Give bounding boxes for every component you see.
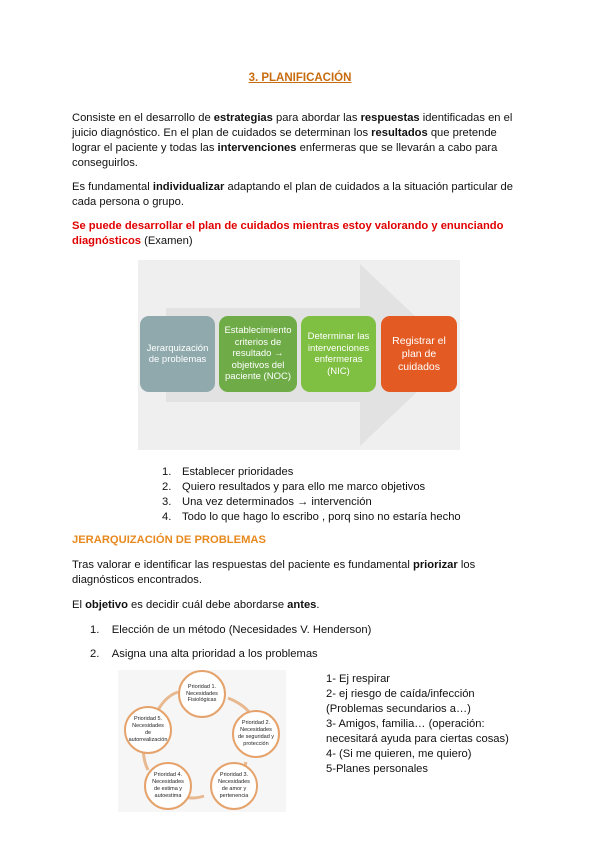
exam-note-paragraph	[72, 219, 528, 249]
process-diagram	[138, 260, 460, 450]
item-text: Quiero resultados y para ello me marco objetivos	[182, 481, 426, 493]
step-box-register: Registrar el plan de cuidados	[381, 316, 457, 392]
section-heading: JERARQUIZACIÓN DE PROBLEMAS	[72, 534, 266, 546]
text: para abordar las	[272, 112, 361, 124]
cycle-node-4: Prioridad 4. Necesidades de estima y autoestima	[144, 762, 192, 810]
bold-term: antes	[287, 599, 317, 611]
objective-paragraph	[72, 598, 528, 613]
priority-notes	[326, 672, 556, 777]
bold-term: priorizar	[412, 559, 458, 571]
priority-cycle-diagram	[118, 670, 286, 812]
note-line: 5-Planes personales	[326, 763, 428, 775]
note-line: necesitará ayuda para ciertas cosas)	[326, 733, 509, 745]
bold-term: objetivo	[85, 599, 128, 611]
item-text: Asigna una alta prioridad a los problemas	[111, 648, 318, 660]
text: que pretende lograr el paciente y todas las	[72, 127, 497, 154]
cycle-node-2: Prioridad 2. Necesidades de seguridad y protección	[232, 710, 280, 758]
bold-term: respuestas	[360, 112, 420, 124]
text: adaptando el plan de cuidados a la situación particular de cada persona o grupo.	[72, 181, 513, 208]
item-number: 2.	[90, 648, 100, 660]
note-line: 3- Amigos, familia… (operación:	[326, 718, 485, 730]
cycle-node-5: Prioridad 5. Necesidades de autorrealización	[124, 706, 172, 754]
bold-term: estrategias	[213, 112, 273, 124]
item-number: 1.	[90, 624, 100, 636]
steps-list	[162, 465, 492, 525]
bold-term: intervenciones	[217, 142, 297, 154]
note-line: 2- ej riesgo de caída/infección	[326, 688, 475, 700]
individualize-paragraph	[72, 180, 528, 210]
intro-paragraph	[72, 111, 528, 171]
text: .	[316, 599, 320, 611]
method-item	[90, 623, 510, 638]
text: El	[72, 599, 86, 611]
text: Tras valorar e identificar las respuestas del paciente es fundamental	[72, 559, 413, 571]
bold-term: resultados	[371, 127, 428, 139]
cycle-node-3: Prioridad 3. Necesidades de amor y pertenencia	[210, 762, 258, 810]
text: es decidir cuál debe abordarse	[127, 599, 288, 611]
list-item	[162, 510, 492, 525]
page-title: 3. PLANIFICACIÓN	[248, 72, 352, 84]
list-item	[162, 495, 492, 510]
priority-item	[90, 647, 510, 662]
step-box-prioritize: Jerarquización de problemas	[140, 316, 215, 392]
item-text: Establecer prioridades	[182, 466, 294, 478]
cycle-node-1: Prioridad 1. Necesidades Fisiológicas	[178, 670, 226, 718]
item-number: 2.	[162, 481, 172, 493]
list-item	[162, 465, 492, 480]
note-line: 4- (Si me quieren, me quiero)	[326, 748, 472, 760]
bold-term: individualizar	[152, 181, 225, 193]
highlight-text: Se puede desarrollar el plan de cuidados mientras estoy valorando y enunciando diagnósticos	[72, 220, 504, 247]
item-number: 4.	[162, 511, 172, 523]
text: identificadas en el juicio diagnóstico. En el plan de cuidados se determinan los	[72, 112, 513, 139]
item-text: Una vez determinados → intervención	[182, 496, 372, 508]
item-text: Todo lo que hago lo escribo , porq sino no estaría hecho	[182, 511, 461, 523]
step-box-noc: Establecimiento criterios de resultado → objetivos del paciente (NOC)	[219, 316, 297, 392]
item-text: Elección de un método (Necesidades V. Henderson)	[111, 624, 372, 636]
text: enfermeras que se llevarán a cabo para conseguirlos.	[72, 142, 498, 169]
item-number: 3.	[162, 496, 172, 508]
text: Consiste en el desarrollo de	[72, 112, 214, 124]
note-line: (Problemas secundarios a…)	[326, 703, 471, 715]
item-number: 1.	[162, 466, 172, 478]
step-box-nic: Determinar las intervenciones enfermeras (NIC)	[301, 316, 376, 392]
text: Es fundamental	[72, 181, 153, 193]
prioritize-paragraph	[72, 558, 528, 588]
text: (Examen)	[141, 235, 193, 247]
text: los diagnósticos encontrados.	[72, 559, 476, 586]
note-line: 1- Ej respirar	[326, 673, 391, 685]
list-item	[162, 480, 492, 495]
